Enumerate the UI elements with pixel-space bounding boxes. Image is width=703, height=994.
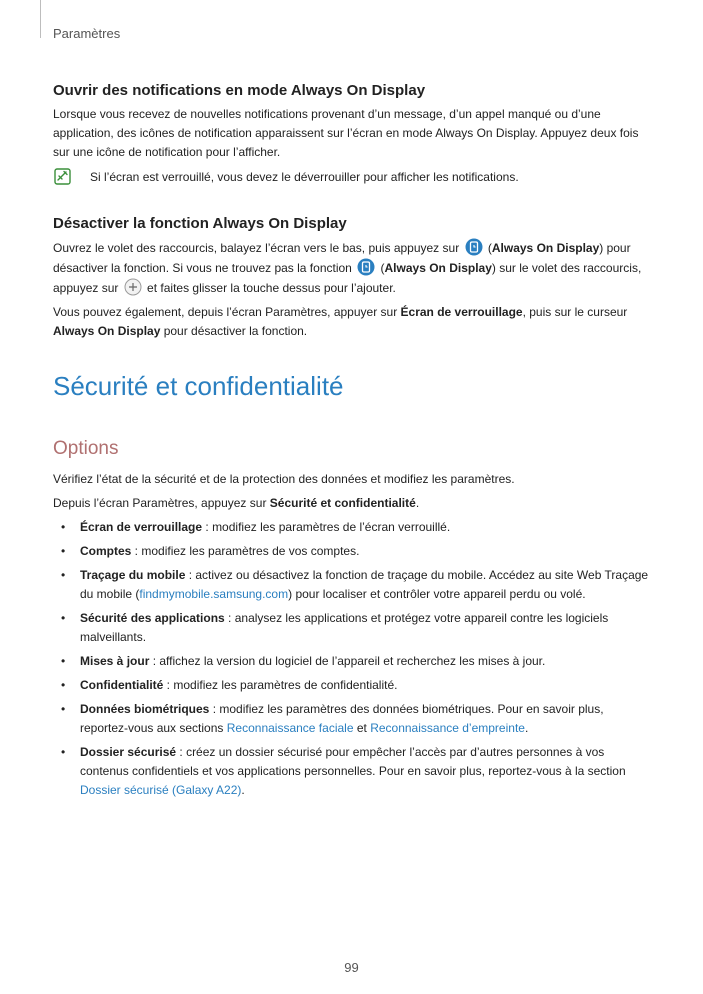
aod-disable-alternative: Vous pouvez également, depuis l’écran Paramètres, appuyer sur Écran de verrouillage, puis sur le curseur Always On Display pour désactiver la fonction. [53, 305, 628, 338]
options-heading: Options [53, 438, 119, 459]
options-intro: Vérifiez l’état de la sécurité et de la protection des données et modifiez les paramètres. [53, 472, 515, 486]
list-item: • Sécurité des applications : analysez les applications et protégez votre appareil contre les logiciels malveillants. [61, 611, 609, 644]
note-text: Si l’écran est verrouillé, vous devez le déverrouiller pour afficher les notifications. [90, 170, 519, 184]
always-on-display-icon [357, 258, 375, 276]
bullet: • [61, 702, 66, 716]
running-header: Paramètres [53, 26, 121, 41]
aod-disable-paragraph: Ouvrez le volet des raccourcis, balayez l’écran vers le bas, puis appuyez sur (Always On Display) pour désactiver la fonction. Si vous ne trouvez pas la fonction (Always On Display) sur le volet des raccourcis, appuyez sur et faites glisser la touche dessus pour l’ajouter. [53, 238, 651, 298]
header-rule [40, 0, 41, 38]
options-list [53, 518, 651, 800]
aod-notifications-heading: Ouvrir des notifications en mode Always On Display [53, 82, 426, 99]
note-check-icon [54, 168, 71, 185]
list-item: • Mises à jour : affichez la version du logiciel de l’appareil et recherchez les mises à jour. [53, 652, 651, 671]
add-icon [124, 278, 142, 296]
bullet: • [61, 544, 66, 558]
list-item: • Données biométriques : modifiez les paramètres des données biométriques. Pour en savoir plus, reportez-vous aux sections Reconnaissance faciale et Reconnaissance d’empreinte. [61, 702, 604, 735]
page-number: 99 [344, 960, 359, 975]
bullet: • [61, 745, 66, 759]
list-item: • Confidentialité : modifiez les paramètres de confidentialité. [53, 676, 651, 695]
list-item: • Écran de verrouillage : modifiez les paramètres de l’écran verrouillé. [53, 518, 651, 537]
list-item: • Traçage du mobile : activez ou désactivez la fonction de traçage du mobile. Accédez au site Web Traçage du mobile (findmymobile.samsung.com) pour localiser et contrôler votre appareil perdu ou volé. [61, 568, 649, 601]
fingerprint-recognition-link[interactable]: Reconnaissance d’empreinte [370, 721, 525, 735]
always-on-display-icon [465, 238, 483, 256]
face-recognition-link[interactable]: Reconnaissance faciale [226, 721, 354, 735]
findmymobile-link[interactable]: findmymobile.samsung.com [139, 587, 289, 601]
page-content [53, 82, 651, 805]
bullet: • [61, 520, 66, 534]
bullet: • [61, 568, 66, 582]
section-title: Sécurité et confidentialité [53, 371, 344, 401]
options-path: Depuis l’écran Paramètres, appuyez sur Sécurité et confidentialité. [53, 496, 420, 510]
list-item: • Comptes : modifiez les paramètres de vos comptes. [53, 542, 651, 561]
aod-notifications-body: Lorsque vous recevez de nouvelles notifications provenant d’un message, d’un appel manqué ou d’une application, des icônes de notification apparaissent sur l’écran en mode Always On Display. Appuyez deux fois sur une icône de notification pour l’afficher. [53, 107, 639, 159]
aod-disable-heading: Désactiver la fonction Always On Display [53, 215, 347, 232]
bullet: • [61, 611, 66, 625]
bullet: • [61, 678, 66, 692]
secure-folder-link[interactable]: Dossier sécurisé (Galaxy A22) [80, 783, 242, 797]
list-item: • Dossier sécurisé : créez un dossier sécurisé pour empêcher l’accès par d’autres personnes à vos contenus confidentiels et vos applications personnelles. Pour en savoir plus, reportez-vous à la section Dossier sécurisé (Galaxy A22). [61, 745, 626, 797]
note-box [53, 168, 651, 187]
bullet: • [61, 654, 66, 668]
